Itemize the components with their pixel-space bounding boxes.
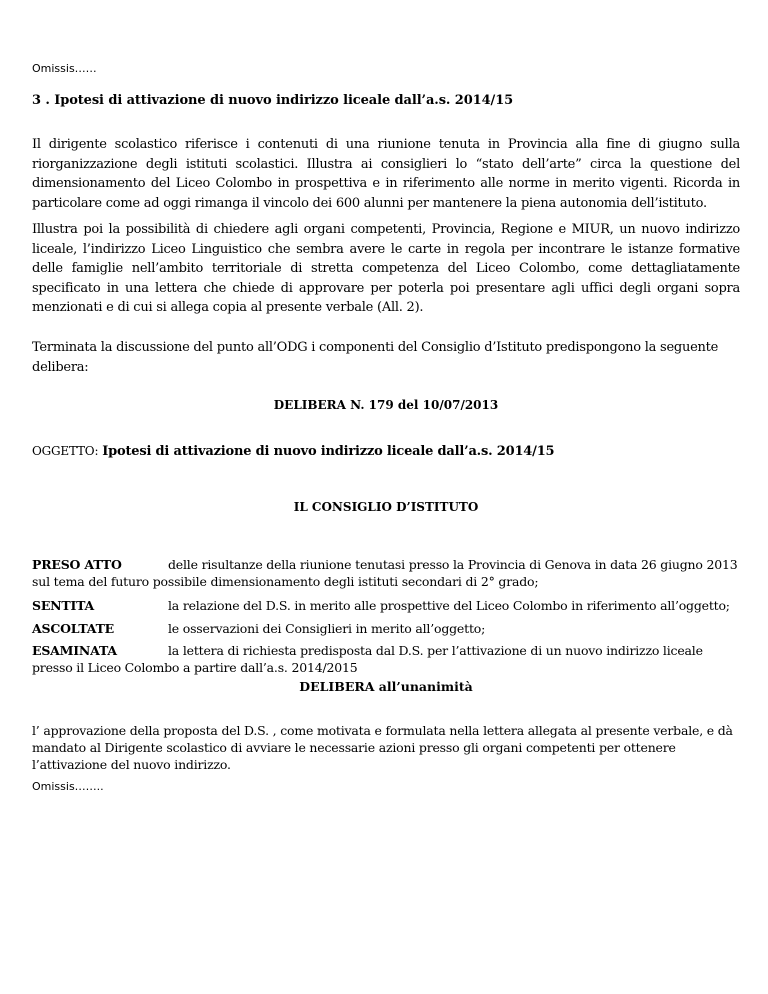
item-esaminata [32,642,740,676]
item-key: ESAMINATA [32,643,117,658]
item-text: la lettera di richiesta predisposta dal D.S. per l’attivazione di un nuovo indirizzo liceale presso il Liceo Colombo a partire dall’a.s. 2014/2015 [32,643,703,675]
item-key: SENTITA [32,598,95,613]
oggetto-line [32,444,554,459]
paragraph-3: Terminata la discussione del punto all’ODG i componenti del Consiglio d’Istituto predispongono la seguente delibera: [32,340,719,375]
section-heading: 3 . Ipotesi di attivazione di nuovo indirizzo liceale dall’a.s. 2014/15 [32,93,514,108]
delibera-number: DELIBERA N. 179 del 10/07/2013 [273,398,499,412]
item-sentita [32,597,740,614]
paragraph-1: Il dirigente scolastico riferisce i contenuti di una riunione tenuta in Provincia alla fine di giugno sulla riorganizzazione degli istituti scolastici. Illustra ai consiglieri lo “stato dell’arte” circa la questione del dimensionamento del Liceo Colombo in prospettiva e in riferimento alle norme in merito vigenti. Ricorda in particolare come ad oggi rimanga il vincolo dei 600 alunni per mantenere la piena autonomia dell’istituto. [32,137,740,211]
item-ascoltate [32,620,740,637]
item-key: ASCOLTATE [32,621,114,636]
paragraph-2: Illustra poi la possibilità di chiedere agli organi competenti, Provincia, Regione e MIUR, un nuovo indirizzo liceale, l’indirizzo Liceo Linguistico che sembra avere le carte in regola per incontrare le istanze formative delle famiglie nell’ambito territoriale di stretta competenza del Liceo Colombo, come dettagliatamente specificato in una lettera che chiede di approvare per poterla poi presentare agli uffici degli organi sopra menzionati e di cui si allega copia al presente verbale (All. 2). [32,222,740,316]
item-text: la relazione del D.S. in merito alle prospettive del Liceo Colombo in riferimento all’oggetto; [168,598,730,613]
oggetto-text: Ipotesi di attivazione di nuovo indirizzo liceale dall’a.s. 2014/15 [102,444,555,459]
final-paragraph: l’ approvazione della proposta del D.S. , come motivata e formulata nella lettera allegata al presente verbale, e dà mandato al Dirigente scolastico di avviare le necessarie azioni presso gli organi competenti per ottenere l’attivazione del nuovo indirizzo. [32,723,733,772]
omissis-top: Omissis…… [32,62,97,75]
item-text: le osservazioni dei Consiglieri in merito all’oggetto; [168,621,486,636]
oggetto-label: OGGETTO: [32,444,99,458]
delibera-unanimita: DELIBERA all’unanimità [299,679,473,694]
item-preso-atto [32,556,740,590]
item-text: delle risultanze della riunione tenutasi presso la Provincia di Genova in data 26 giugno 2013 sul tema del futuro possibile dimensionamento degli istituti secondari di 2° grado; [32,557,738,589]
consiglio-heading: IL CONSIGLIO D’ISTITUTO [293,500,479,514]
item-key: PRESO ATTO [32,557,122,572]
omissis-bottom: Omissis…….. [32,780,104,793]
